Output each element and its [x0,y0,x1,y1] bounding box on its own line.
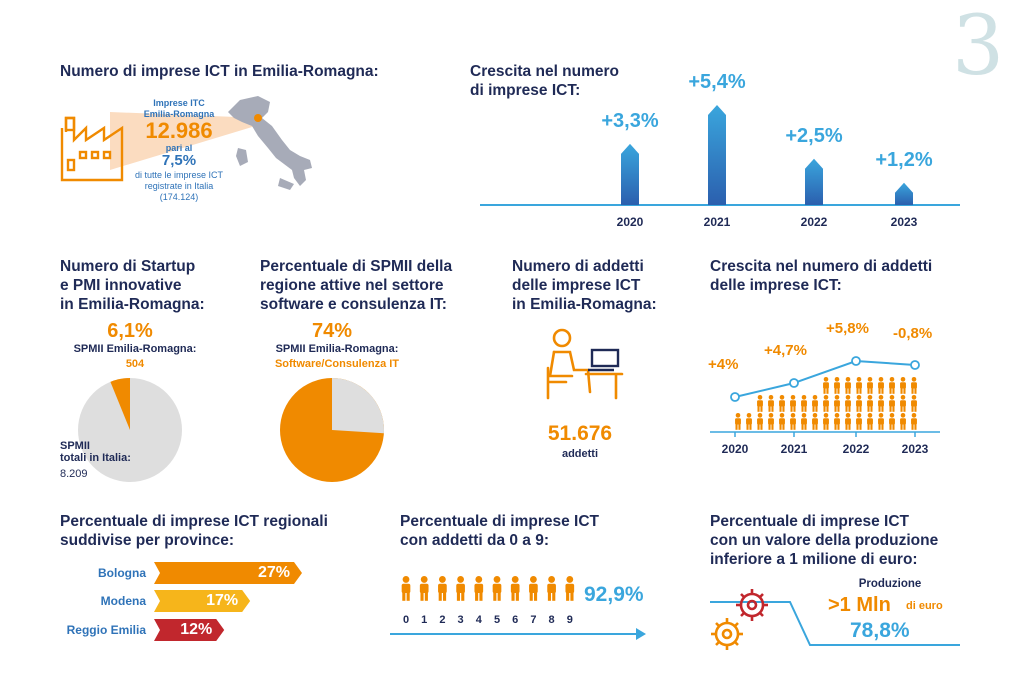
page-number: 3 [952,0,1005,94]
s1-title: Numero di imprese ICT in Emilia-Romagna: [60,63,379,80]
s5-title: Numero di addetti delle imprese ICT in Emilia-Romagna: [512,258,657,313]
s4-value: Software/Consulenza IT [274,358,400,370]
s5-count: 51.676 [547,422,613,445]
s7-category-label: Modena [100,594,146,608]
s3-pct: 6,1% [107,320,153,342]
person-icon [438,576,447,601]
s1-pct: 7,5% [161,152,197,169]
s8-number-label: 6 [512,614,519,626]
s3-value: 504 [125,358,145,370]
s8-title: Percentuale di imprese ICT con addetti da 0 a 9: [400,513,599,549]
s8-number-label: 5 [493,614,501,626]
s9-label: Produzione [858,578,922,590]
s2-bar-label: +5,4% [688,71,746,93]
s8-number-label: 3 [457,614,464,626]
s9-amount: >1 Mln [828,594,891,616]
s2-bar-label: +1,2% [875,148,933,171]
s8-pct: 92,9% [584,583,644,606]
s3-total-value: 8.209 [60,468,88,480]
s7-category-label: Reggio Emilia [66,623,146,637]
s4-label: SPMII Emilia-Romagna: [275,343,399,355]
s1-caption-bottom: di tutte le imprese ICT registrate in Italia (174.124) [134,170,224,202]
s6-year-label: 2021 [780,442,808,456]
s1-pari-al: pari al [165,143,193,153]
s9-pct: 78,8% [850,619,910,642]
s6-year-label: 2020 [721,442,749,456]
person-icon [402,576,411,601]
person-icon [420,576,429,601]
s2-year-label: 2020 [616,215,644,229]
s7-title: Percentuale di imprese ICT regionali suddivise per province: [60,513,328,549]
s2-year-label: 2023 [890,215,918,229]
s1-count: 12.986 [145,118,213,143]
s2-year-label: 2021 [703,215,731,229]
s2-bar-label: +3,3% [601,109,659,132]
person-icon [547,576,556,601]
person-icon [529,576,538,601]
s6-title: Crescita nel numero di addetti delle imprese ICT: [710,258,933,294]
s8-number-label: 7 [530,614,537,626]
person-icon [456,576,465,601]
s4-pct: 74% [311,320,353,342]
s2-bar-label: +2,5% [785,124,843,147]
s8-number-label: 9 [566,614,573,626]
s8-number-label: 1 [421,614,428,626]
s3-label: SPMII Emilia-Romagna: [73,343,197,355]
s7-bar-label: 12% [180,621,213,638]
s8-number-label: 4 [475,614,482,626]
s7-bar-label: 17% [206,592,239,609]
s1-caption-top: Imprese ITC Emilia-Romagna [143,98,215,119]
s2-year-label: 2022 [800,215,828,229]
s9-title: Percentuale di imprese ICT con un valore della produzione inferiore a 1 milione di euro: [710,513,939,568]
person-icon [474,576,483,601]
s6-point-label: +5,8% [826,320,869,337]
s8-number-label: 8 [548,614,555,626]
s5-unit: addetti [561,448,599,460]
s2-title: Crescita nel numero di imprese ICT: [470,63,620,99]
s6-point-label: +4% [708,356,739,373]
person-icon [511,576,520,601]
s6-year-label: 2022 [842,442,870,456]
s3-total-label: SPMII totali in Italia: [60,440,131,464]
s7-category-label: Bologna [98,566,146,580]
s8-number-label: 0 [402,614,410,626]
s7-bar-label: 27% [257,564,290,581]
person-icon [493,576,502,601]
s6-point-label: +4,7% [764,342,807,359]
s6-year-label: 2023 [901,442,929,456]
s3-title: Numero di Startup e PMI innovative in Emilia-Romagna: [60,258,205,313]
s4-title: Percentuale di SPMII della regione attive nel settore software e consulenza IT: [260,258,453,313]
s9-unit: di euro [906,600,943,612]
s8-number-label: 2 [439,614,446,626]
s6-point-label: -0,8% [893,325,933,342]
person-icon [565,576,574,601]
